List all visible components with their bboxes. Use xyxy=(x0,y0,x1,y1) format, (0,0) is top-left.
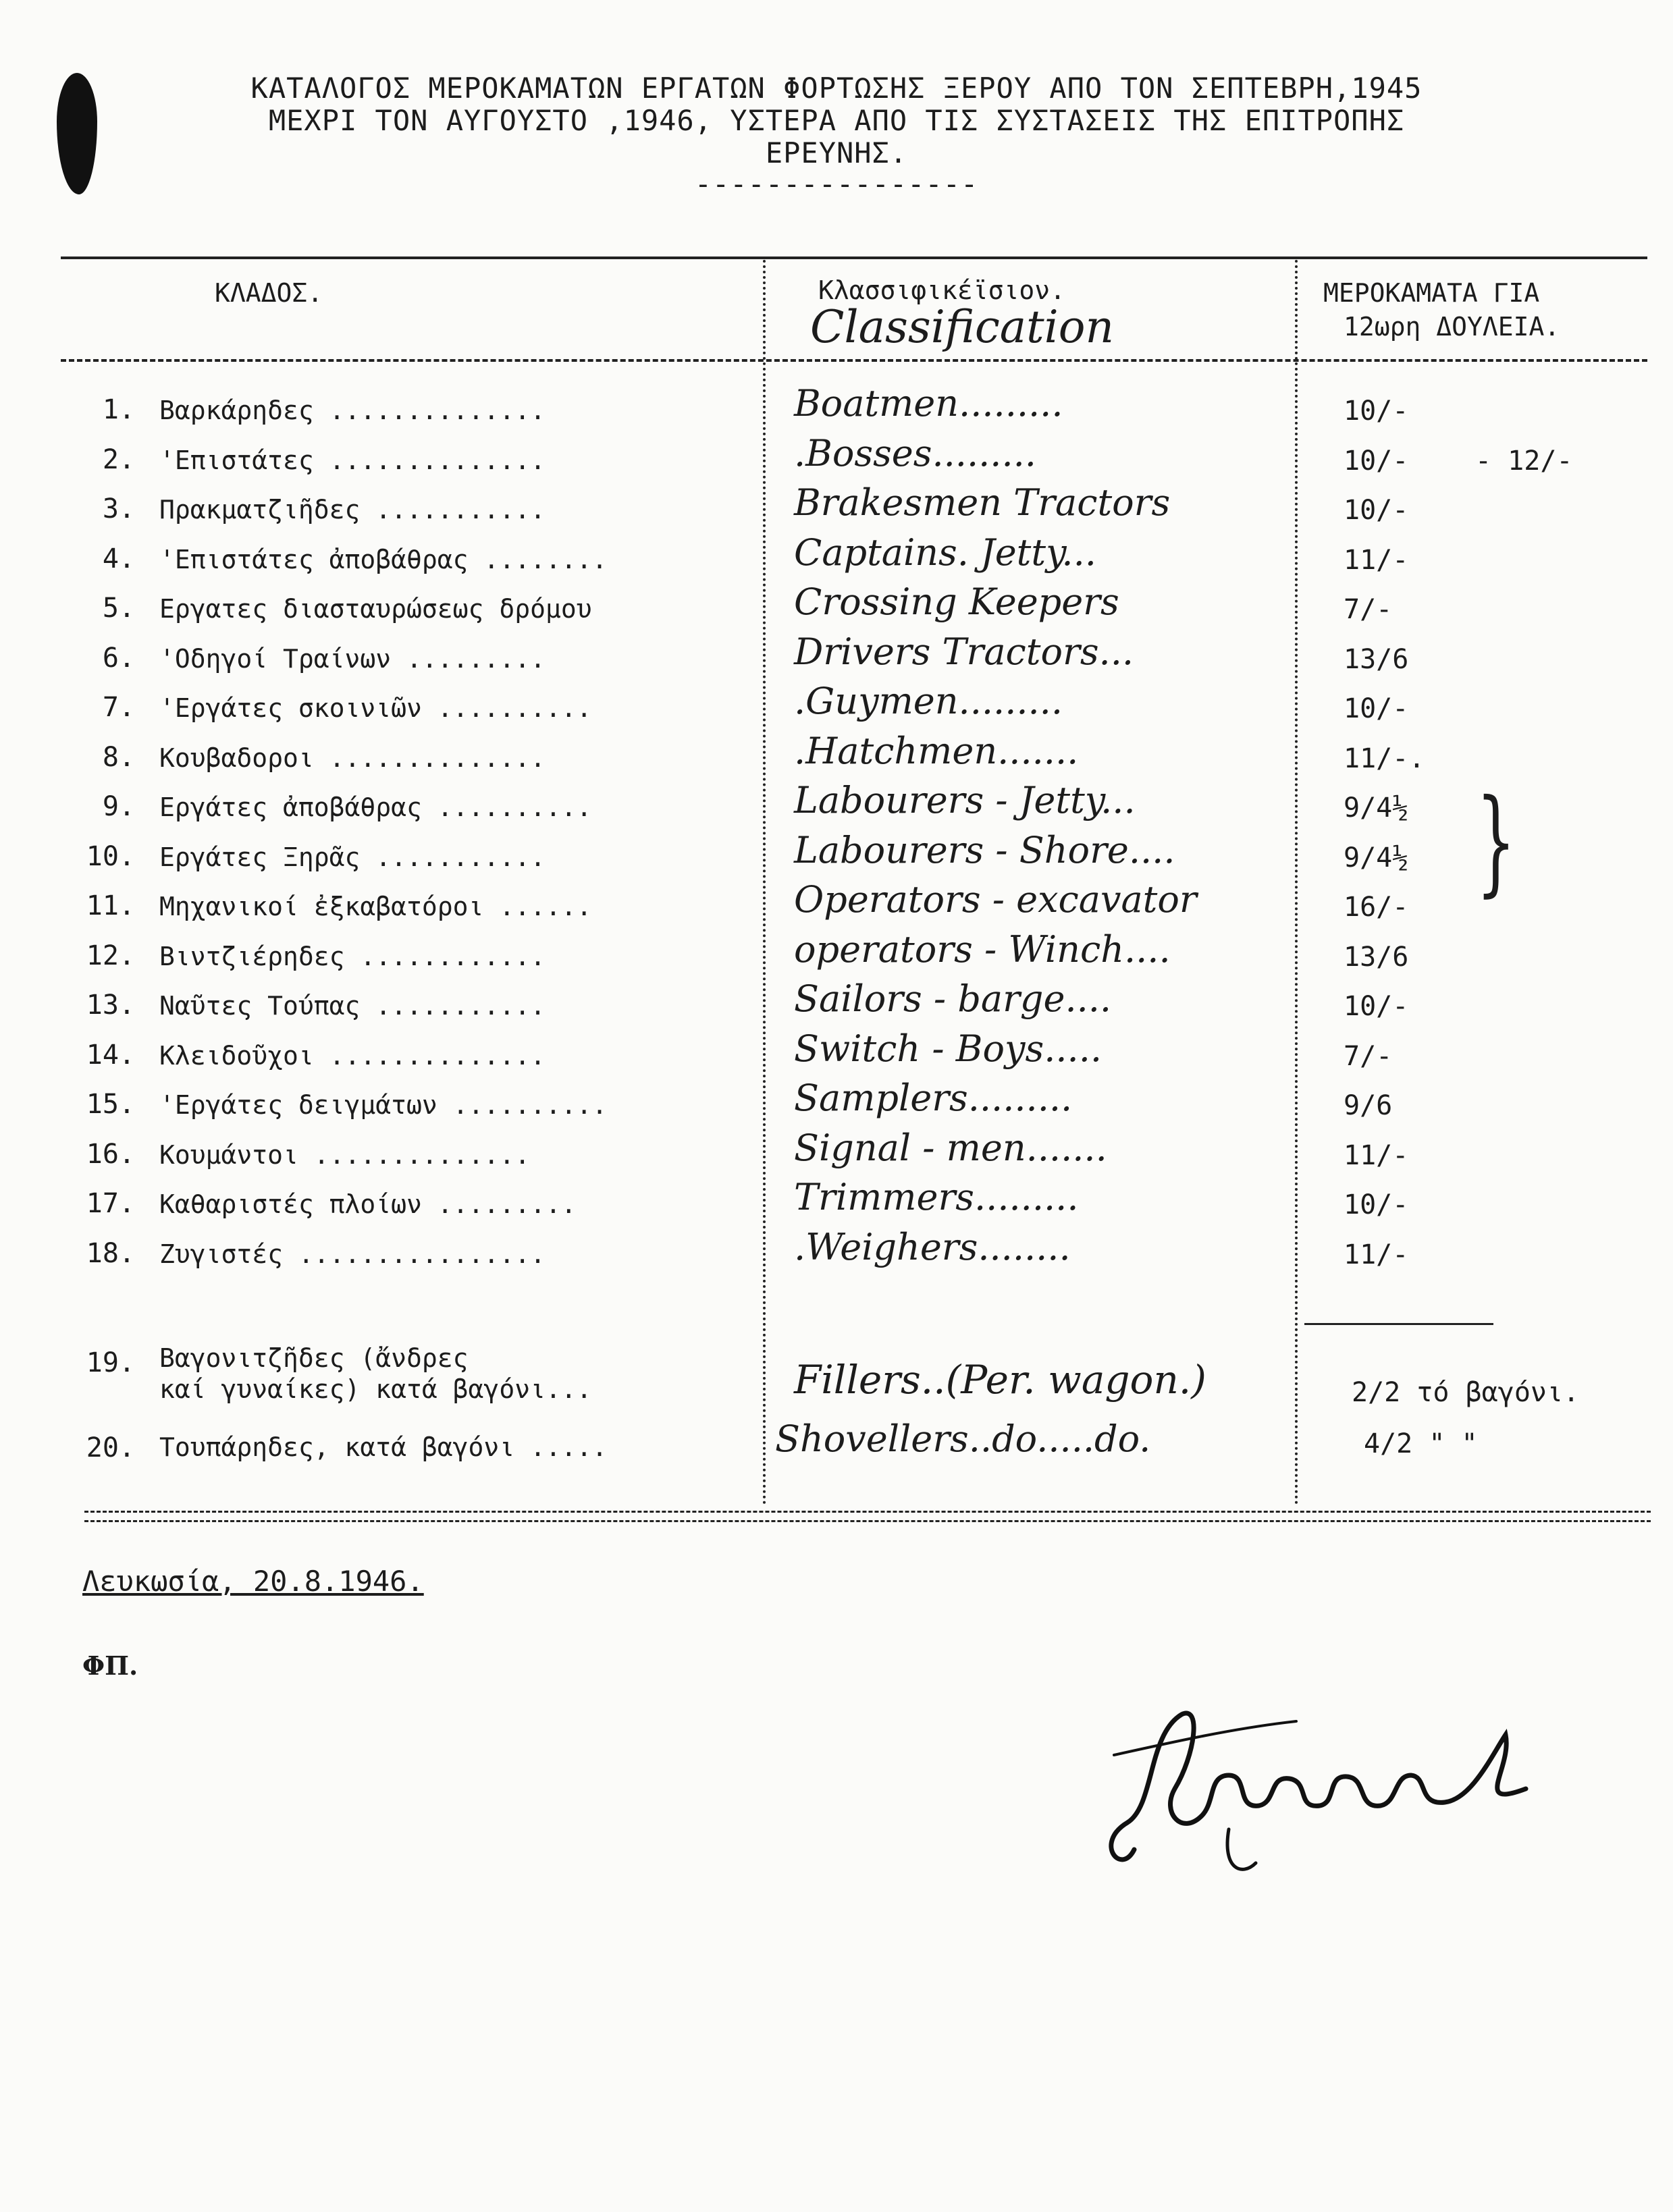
document-title-underline: ---------------- xyxy=(694,167,979,200)
row-number: 10. xyxy=(86,840,135,872)
place-date: Λευκωσία, 20.8.1946. xyxy=(82,1565,424,1598)
row-wage: 10/- xyxy=(1344,1189,1409,1220)
header-wages-line2: 12ωρη ΔΟΥΛΕΙΑ. xyxy=(1344,312,1560,342)
row-greek-branch: Κουμάντοι .............. xyxy=(159,1139,531,1170)
row-english-classification: Boatmen......... xyxy=(794,382,1063,425)
row-wage: 13/6 xyxy=(1344,941,1409,973)
row-greek-branch: 'Εργάτες σκοινιῶν .......... xyxy=(159,693,592,723)
row-english-classification: operators - Winch.... xyxy=(794,927,1171,971)
row-number: 8. xyxy=(102,741,135,773)
header-classification-handwritten: Classification xyxy=(810,301,1115,353)
header-bottom-rule xyxy=(61,359,1647,362)
row-english-classification: Operators - excavator xyxy=(794,878,1197,921)
row-greek-branch: Βιντζιέρηδες ............ xyxy=(159,941,546,971)
row-wage-extra: - 12/- xyxy=(1475,445,1573,477)
row-english-classification: Signal - men....... xyxy=(794,1126,1107,1169)
row-number: 9. xyxy=(102,791,135,822)
row-number: 5. xyxy=(102,593,135,624)
row-english-classification: Drivers Tractors... xyxy=(794,630,1134,673)
row-number: 16. xyxy=(86,1138,135,1170)
row-number: 1. xyxy=(102,394,135,425)
row-wage: 7/- xyxy=(1344,1040,1393,1072)
row-english-classification: Sailors - barge.... xyxy=(794,977,1112,1020)
row-greek-branch: Μηχανικοί ἐξκαβατόροι ...... xyxy=(159,892,592,921)
row-number: 7. xyxy=(102,692,135,723)
row-wage: 9/4½ xyxy=(1344,842,1409,873)
table-bottom-rule-2 xyxy=(84,1520,1651,1522)
row-english-classification: Captains. Jetty... xyxy=(794,531,1096,574)
row-20-english: Shovellers..do.....do. xyxy=(775,1418,1151,1460)
row-wage: 10/- xyxy=(1344,693,1409,724)
header-classification-typed: Κλασσιφικέϊσιον. xyxy=(818,275,1066,305)
row-20-greek: Τουπάρηδες, κατά βαγόνι ..... xyxy=(159,1432,608,1462)
row-19-wage: 2/2 τό βαγόνι. xyxy=(1352,1377,1580,1408)
row-wage: 10/- xyxy=(1344,396,1409,427)
row-20-number: 20. xyxy=(86,1432,135,1463)
header-wages-line1: ΜΕΡΟΚΑΜΑΤΑ ΓΙΑ xyxy=(1323,278,1540,308)
row-number: 18. xyxy=(86,1237,135,1269)
curly-brace: } xyxy=(1476,775,1516,909)
header-branch: ΚΛΑΔΟΣ. xyxy=(215,278,323,308)
section-divider-rule xyxy=(1304,1323,1493,1325)
row-greek-branch: Ναῦτες Τούπας ........... xyxy=(159,991,546,1021)
document-title-line1: ΚΑΤΑΛΟΓΟΣ ΜΕΡΟΚΑΜΑΤΩΝ ΕΡΓΑΤΩΝ ΦΟΡΤΩΣΗΣ ΞΕΡΟΥ ΑΠΟ ΤΟΝ ΣΕΠΤΕΒΡΗ,1945 xyxy=(250,72,1423,105)
row-number: 6. xyxy=(102,642,135,674)
row-greek-branch: 'Επιστάτες ἀποβάθρας ........ xyxy=(159,544,608,574)
row-wage: 16/- xyxy=(1344,892,1409,923)
row-19-english: Fillers..(Per. wagon.) xyxy=(794,1357,1206,1403)
row-wage: 7/- xyxy=(1344,594,1393,625)
row-number: 2. xyxy=(102,443,135,475)
document-title-line3: ΕΡΕΥΝΗΣ. xyxy=(765,136,908,169)
row-greek-branch: Καθαριστές πλοίων ......... xyxy=(159,1189,577,1219)
row-number: 3. xyxy=(102,493,135,524)
column-divider-1 xyxy=(763,260,766,1505)
row-wage: 10/- xyxy=(1344,991,1409,1022)
row-greek-branch: Εργατες διασταυρώσεως δρόμου xyxy=(159,594,592,624)
row-20-wage: 4/2 " " xyxy=(1364,1428,1478,1459)
row-wage: 10/- xyxy=(1344,445,1409,477)
header-top-rule xyxy=(61,257,1647,259)
row-wage: 9/4½ xyxy=(1344,792,1409,824)
row-19-greek-line1: Βαγονιτζῆδες (ἄνδρες xyxy=(159,1343,469,1373)
row-greek-branch: Εργάτες ἀποβάθρας .......... xyxy=(159,792,592,822)
row-wage: 11/-. xyxy=(1344,743,1425,774)
row-english-classification: Labourers - Shore.... xyxy=(794,828,1175,871)
table-bottom-rule-1 xyxy=(84,1511,1651,1513)
signature xyxy=(1094,1674,1566,1890)
row-19-greek-line2: καί γυναίκες) κατά βαγόνι... xyxy=(159,1374,592,1404)
row-english-classification: .Guymen......... xyxy=(794,680,1063,722)
row-greek-branch: Ζυγιστές ................ xyxy=(159,1239,546,1269)
row-greek-branch: Κλειδοῦχοι .............. xyxy=(159,1040,546,1071)
row-number: 17. xyxy=(86,1188,135,1219)
row-greek-branch: Κουβαδοροι .............. xyxy=(159,743,546,773)
row-19-number: 19. xyxy=(86,1347,135,1378)
row-english-classification: .Bosses......... xyxy=(794,431,1036,475)
row-english-classification: Labourers - Jetty... xyxy=(794,779,1136,821)
document-title-line2: ΜΕΧΡΙ ΤΟΝ ΑΥΓΟΥΣΤΟ ,1946, ΥΣΤΕΡΑ ΑΠΟ ΤΙΣ ΣΥΣΤΑΣΕΙΣ ΤΗΣ ΕΠΙΤΡΟΠΗΣ xyxy=(268,104,1405,137)
initials: ΦΠ. xyxy=(82,1650,138,1681)
row-wage: 9/6 xyxy=(1344,1090,1393,1121)
row-greek-branch: Βαρκάρηδες .............. xyxy=(159,396,546,425)
row-number: 15. xyxy=(86,1089,135,1120)
row-english-classification: Brakesmen Tractors xyxy=(794,481,1171,524)
row-wage: 13/6 xyxy=(1344,643,1409,675)
row-number: 11. xyxy=(86,890,135,921)
column-divider-2 xyxy=(1295,260,1298,1505)
row-number: 4. xyxy=(102,543,135,574)
row-greek-branch: Πρακματζιῆδες ........... xyxy=(159,495,546,524)
row-number: 12. xyxy=(86,940,135,971)
row-greek-branch: 'Εργάτες δειγμάτων .......... xyxy=(159,1090,608,1120)
row-english-classification: Samplers......... xyxy=(794,1077,1073,1119)
row-english-classification: Switch - Boys..... xyxy=(794,1027,1103,1070)
row-number: 13. xyxy=(86,990,135,1021)
row-english-classification: .Hatchmen....... xyxy=(794,729,1079,772)
row-wage: 10/- xyxy=(1344,495,1409,526)
row-wage: 11/- xyxy=(1344,1239,1409,1270)
row-wage: 11/- xyxy=(1344,544,1409,576)
row-english-classification: .Weighers........ xyxy=(794,1225,1071,1268)
row-greek-branch: 'Οδηγοί Τραίνων ......... xyxy=(159,643,546,674)
row-english-classification: Trimmers......... xyxy=(794,1176,1079,1218)
row-greek-branch: 'Επιστάτες .............. xyxy=(159,445,546,475)
row-greek-branch: Εργάτες Ξηρᾶς ........... xyxy=(159,842,546,872)
row-english-classification: Crossing Keepers xyxy=(794,581,1119,623)
row-number: 14. xyxy=(86,1039,135,1071)
row-wage: 11/- xyxy=(1344,1139,1409,1171)
